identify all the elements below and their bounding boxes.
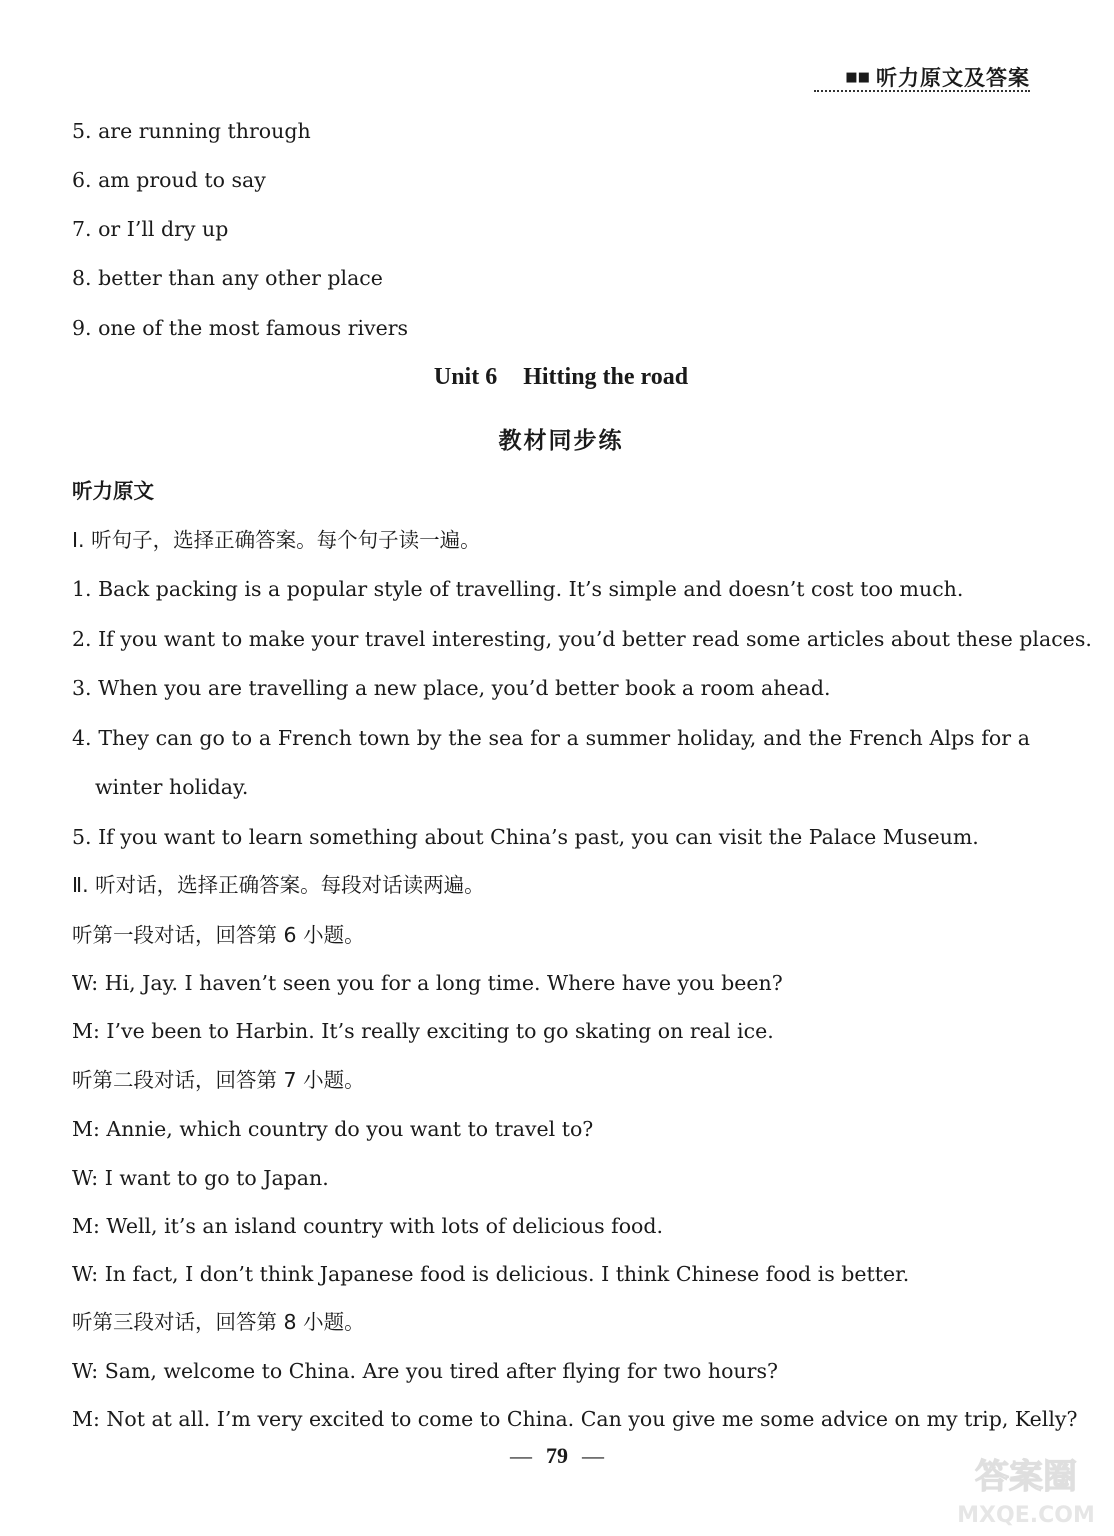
- header-dotted-rule: [814, 90, 1030, 92]
- unit-number: Unit 6: [433, 364, 498, 390]
- watermark-logo-icon: [946, 1450, 1106, 1530]
- dialogue-intro: 听第一段对话，回答第 6 小题。: [72, 923, 365, 947]
- answer-item: 7. or I’ll dry up: [72, 217, 229, 241]
- answer-item: 8. better than any other place: [72, 266, 383, 290]
- page-number-value: 79: [546, 1443, 568, 1468]
- dialogue-line: W: I want to go to Japan.: [72, 1166, 329, 1190]
- header-squares-icon: ■■: [845, 69, 870, 85]
- watermark-top-text: 答案圈: [975, 1457, 1077, 1497]
- dialogue-intro: 听第二段对话，回答第 7 小题。: [72, 1068, 365, 1092]
- part1-sentence: 4. They can go to a French town by the sea for a summer holiday, and the French Alps for a: [72, 726, 1030, 750]
- section-title: 教材同步练: [498, 428, 624, 454]
- dialogue-line: M: I’ve been to Harbin. It’s really exciting to go skating on real ice.: [72, 1019, 774, 1043]
- part1-instruction: Ⅰ. 听句子，选择正确答案。每个句子读一遍。: [72, 528, 481, 552]
- answer-item: 9. one of the most famous rivers: [72, 316, 409, 340]
- header-title: 听力原文及答案: [876, 66, 1030, 90]
- dialogue-line: W: Sam, welcome to China. Are you tired after flying for two hours?: [72, 1359, 778, 1383]
- dialogue-line: W: Hi, Jay. I haven’t seen you for a long time. Where have you been?: [72, 971, 783, 995]
- unit-name: Hitting the road: [523, 364, 689, 390]
- unit-title: [0, 364, 1114, 391]
- part2-instruction: Ⅱ. 听对话，选择正确答案。每段对话读两遍。: [72, 873, 485, 897]
- answer-item: 5. are running through: [72, 119, 311, 143]
- part1-sentence: 3. When you are travelling a new place, you’d better book a room ahead.: [72, 676, 831, 700]
- subsection-heading: 听力原文: [72, 479, 154, 503]
- dialogue-line: M: Annie, which country do you want to travel to?: [72, 1117, 594, 1141]
- dialogue-line: W: In fact, I don’t think Japanese food is delicious. I think Chinese food is better.: [72, 1262, 910, 1286]
- dialogue-line: M: Not at all. I’m very excited to come to China. Can you give me some advice on my trip, Kelly?: [72, 1407, 1078, 1431]
- dialogue-intro: 听第三段对话，回答第 8 小题。: [72, 1310, 365, 1334]
- dialogue-line: M: Well, it’s an island country with lots of delicious food.: [72, 1214, 664, 1238]
- part1-sentence: 1. Back packing is a popular style of travelling. It’s simple and doesn’t cost too much.: [72, 577, 964, 601]
- part1-sentence: 5. If you want to learn something about China’s past, you can visit the Palace Museum.: [72, 825, 979, 849]
- part1-sentence: 2. If you want to make your travel interesting, you’d better read some articles about these places.: [72, 627, 1092, 651]
- page-dash-left: —: [510, 1443, 532, 1468]
- page-dash-right: —: [582, 1443, 604, 1468]
- answer-item: 6. am proud to say: [72, 168, 266, 192]
- running-header: [845, 62, 1030, 92]
- watermark-bottom-text: MXQE.COM: [957, 1503, 1095, 1528]
- part1-sentence-continuation: winter holiday.: [95, 775, 249, 799]
